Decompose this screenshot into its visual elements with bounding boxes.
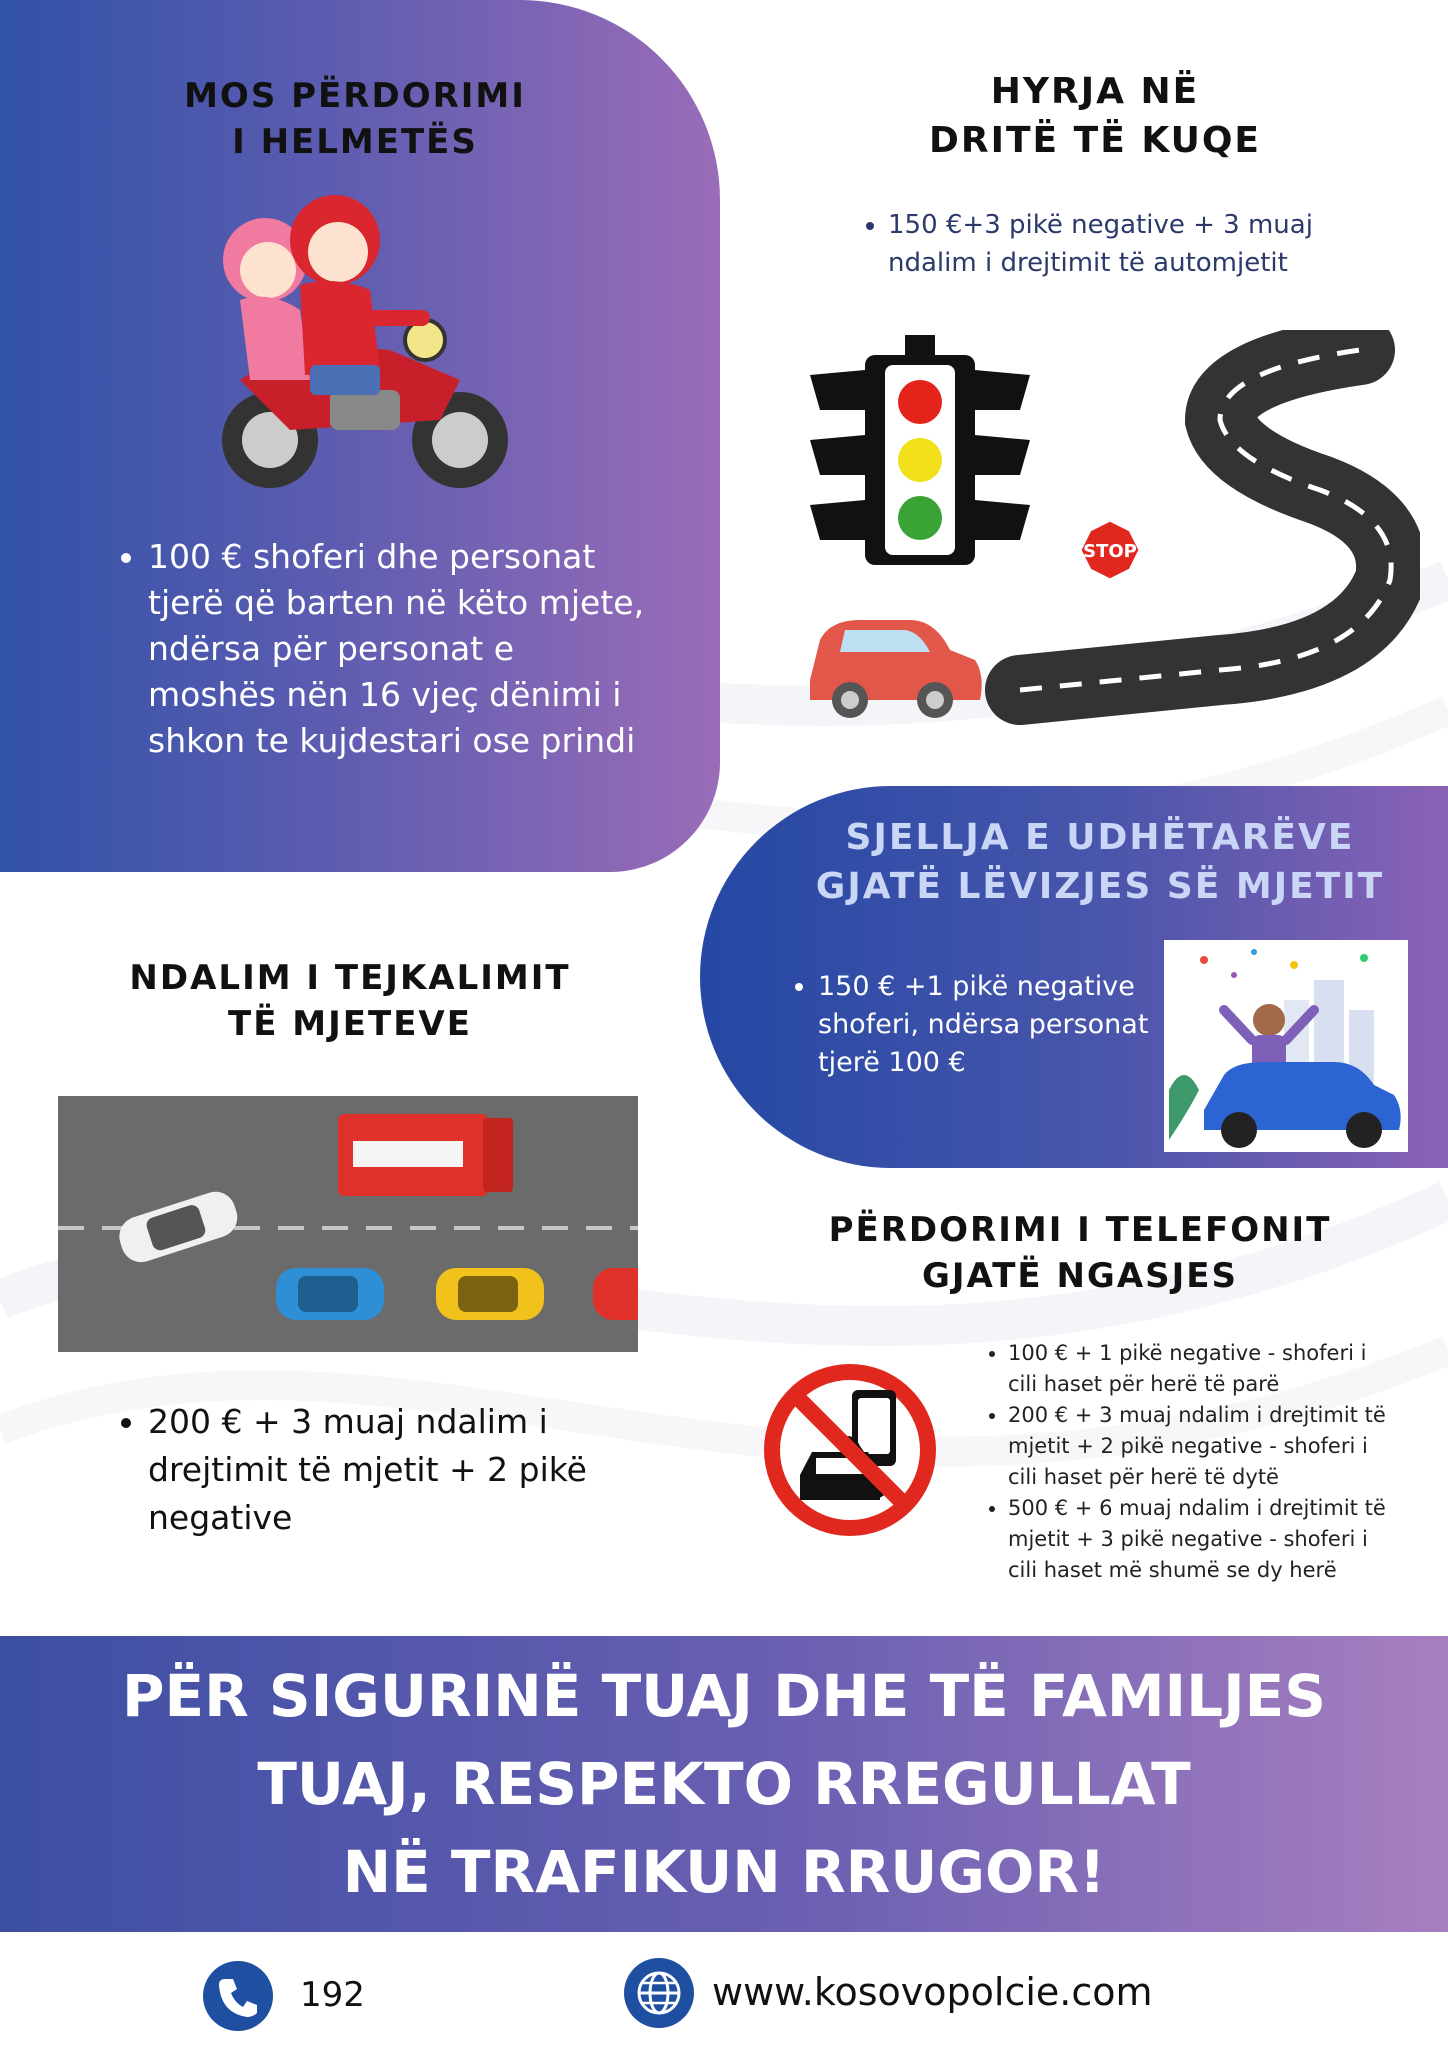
banner-line1: PËR SIGURINË TUAJ DHE TË FAMILJES [121, 1662, 1327, 1730]
website-link[interactable]: www.kosovopolcie.com [712, 1970, 1153, 2014]
helmet-fine-text [120, 534, 650, 764]
phone-fine-bullet-third: • 500 € + 6 muaj ndalim i drejtimit të mjetit + 3 pikë negative - shoferi i cili haset më shumë se dy herë [1008, 1493, 1400, 1586]
passenger-title-line2: GJATË LËVIZJES SË MJETIT [815, 865, 1385, 907]
overtaking-title [100, 956, 600, 1048]
helmet-title-line2: I HELMETËS [232, 121, 478, 162]
red-light-fine-text [860, 206, 1380, 282]
overtaking-fine-bullet: • 200 € + 3 muaj ndalim i drejtimit të mjetit + 2 pikë negative [148, 1398, 620, 1542]
phone-fine-text [980, 1338, 1400, 1586]
traffic-light-road-illustration [800, 330, 1420, 740]
emergency-number: 192 [300, 1975, 365, 2015]
passenger-car-illustration [1164, 940, 1408, 1152]
phone-fine-bullet-first: • 100 € + 1 pikë negative - shoferi i cili haset për herë të parë [1008, 1338, 1400, 1400]
no-phone-driving-icon [760, 1360, 940, 1540]
phone-title-line1: PËRDORIMI I TELEFONIT [828, 1210, 1332, 1250]
passenger-fine-text [790, 968, 1150, 1082]
stop-sign-label: STOP [1083, 541, 1137, 562]
globe-icon [624, 1958, 694, 2028]
overtaking-fine-text [120, 1398, 620, 1542]
overtaking-title-line1: NDALIM I TEJKALIMIT [129, 958, 571, 998]
banner-line2: TUAJ, RESPEKTO RREGULLAT [257, 1750, 1191, 1818]
red-light-fine-bullet: • 150 €+3 pikë negative + 3 muaj ndalim i drejtimit të automjetit [888, 206, 1380, 282]
red-light-title-line1: HYRJA NË [990, 71, 1200, 112]
helmet-title [120, 74, 590, 166]
phone-icon [203, 1961, 273, 2031]
overtaking-road-illustration [58, 1096, 638, 1352]
red-light-title-line2: DRITË TË KUQE [928, 119, 1262, 161]
motorcycle-riders-illustration [210, 190, 510, 510]
passenger-fine-bullet: • 150 € +1 pikë negative shoferi, ndërsa personat tjerë 100 € [818, 968, 1150, 1082]
helmet-title-line1: MOS PËRDORIMI [184, 76, 526, 116]
banner-line3: NË TRAFIKUN RRUGOR! [342, 1838, 1106, 1906]
phone-title-line2: GJATË NGASJES [921, 1255, 1238, 1296]
passenger-title [770, 814, 1430, 911]
red-light-title [860, 68, 1330, 165]
overtaking-title-line2: TË MJETEVE [228, 1003, 472, 1044]
helmet-fine-bullet: • 100 € shoferi dhe personat tjerë që barten në këto mjete, ndërsa për personat e moshës nën 16 vjeç dënimi i shkon te kujdestari ose prindi [148, 534, 650, 764]
safety-banner-text [0, 1652, 1448, 1916]
phone-fine-bullet-second: • 200 € + 3 muaj ndalim i drejtimit të mjetit + 2 pikë negative - shoferi i cili haset për herë të dytë [1008, 1400, 1400, 1493]
phone-title [800, 1208, 1360, 1300]
passenger-title-line1: SJELLJA E UDHËTARËVE [845, 817, 1355, 858]
